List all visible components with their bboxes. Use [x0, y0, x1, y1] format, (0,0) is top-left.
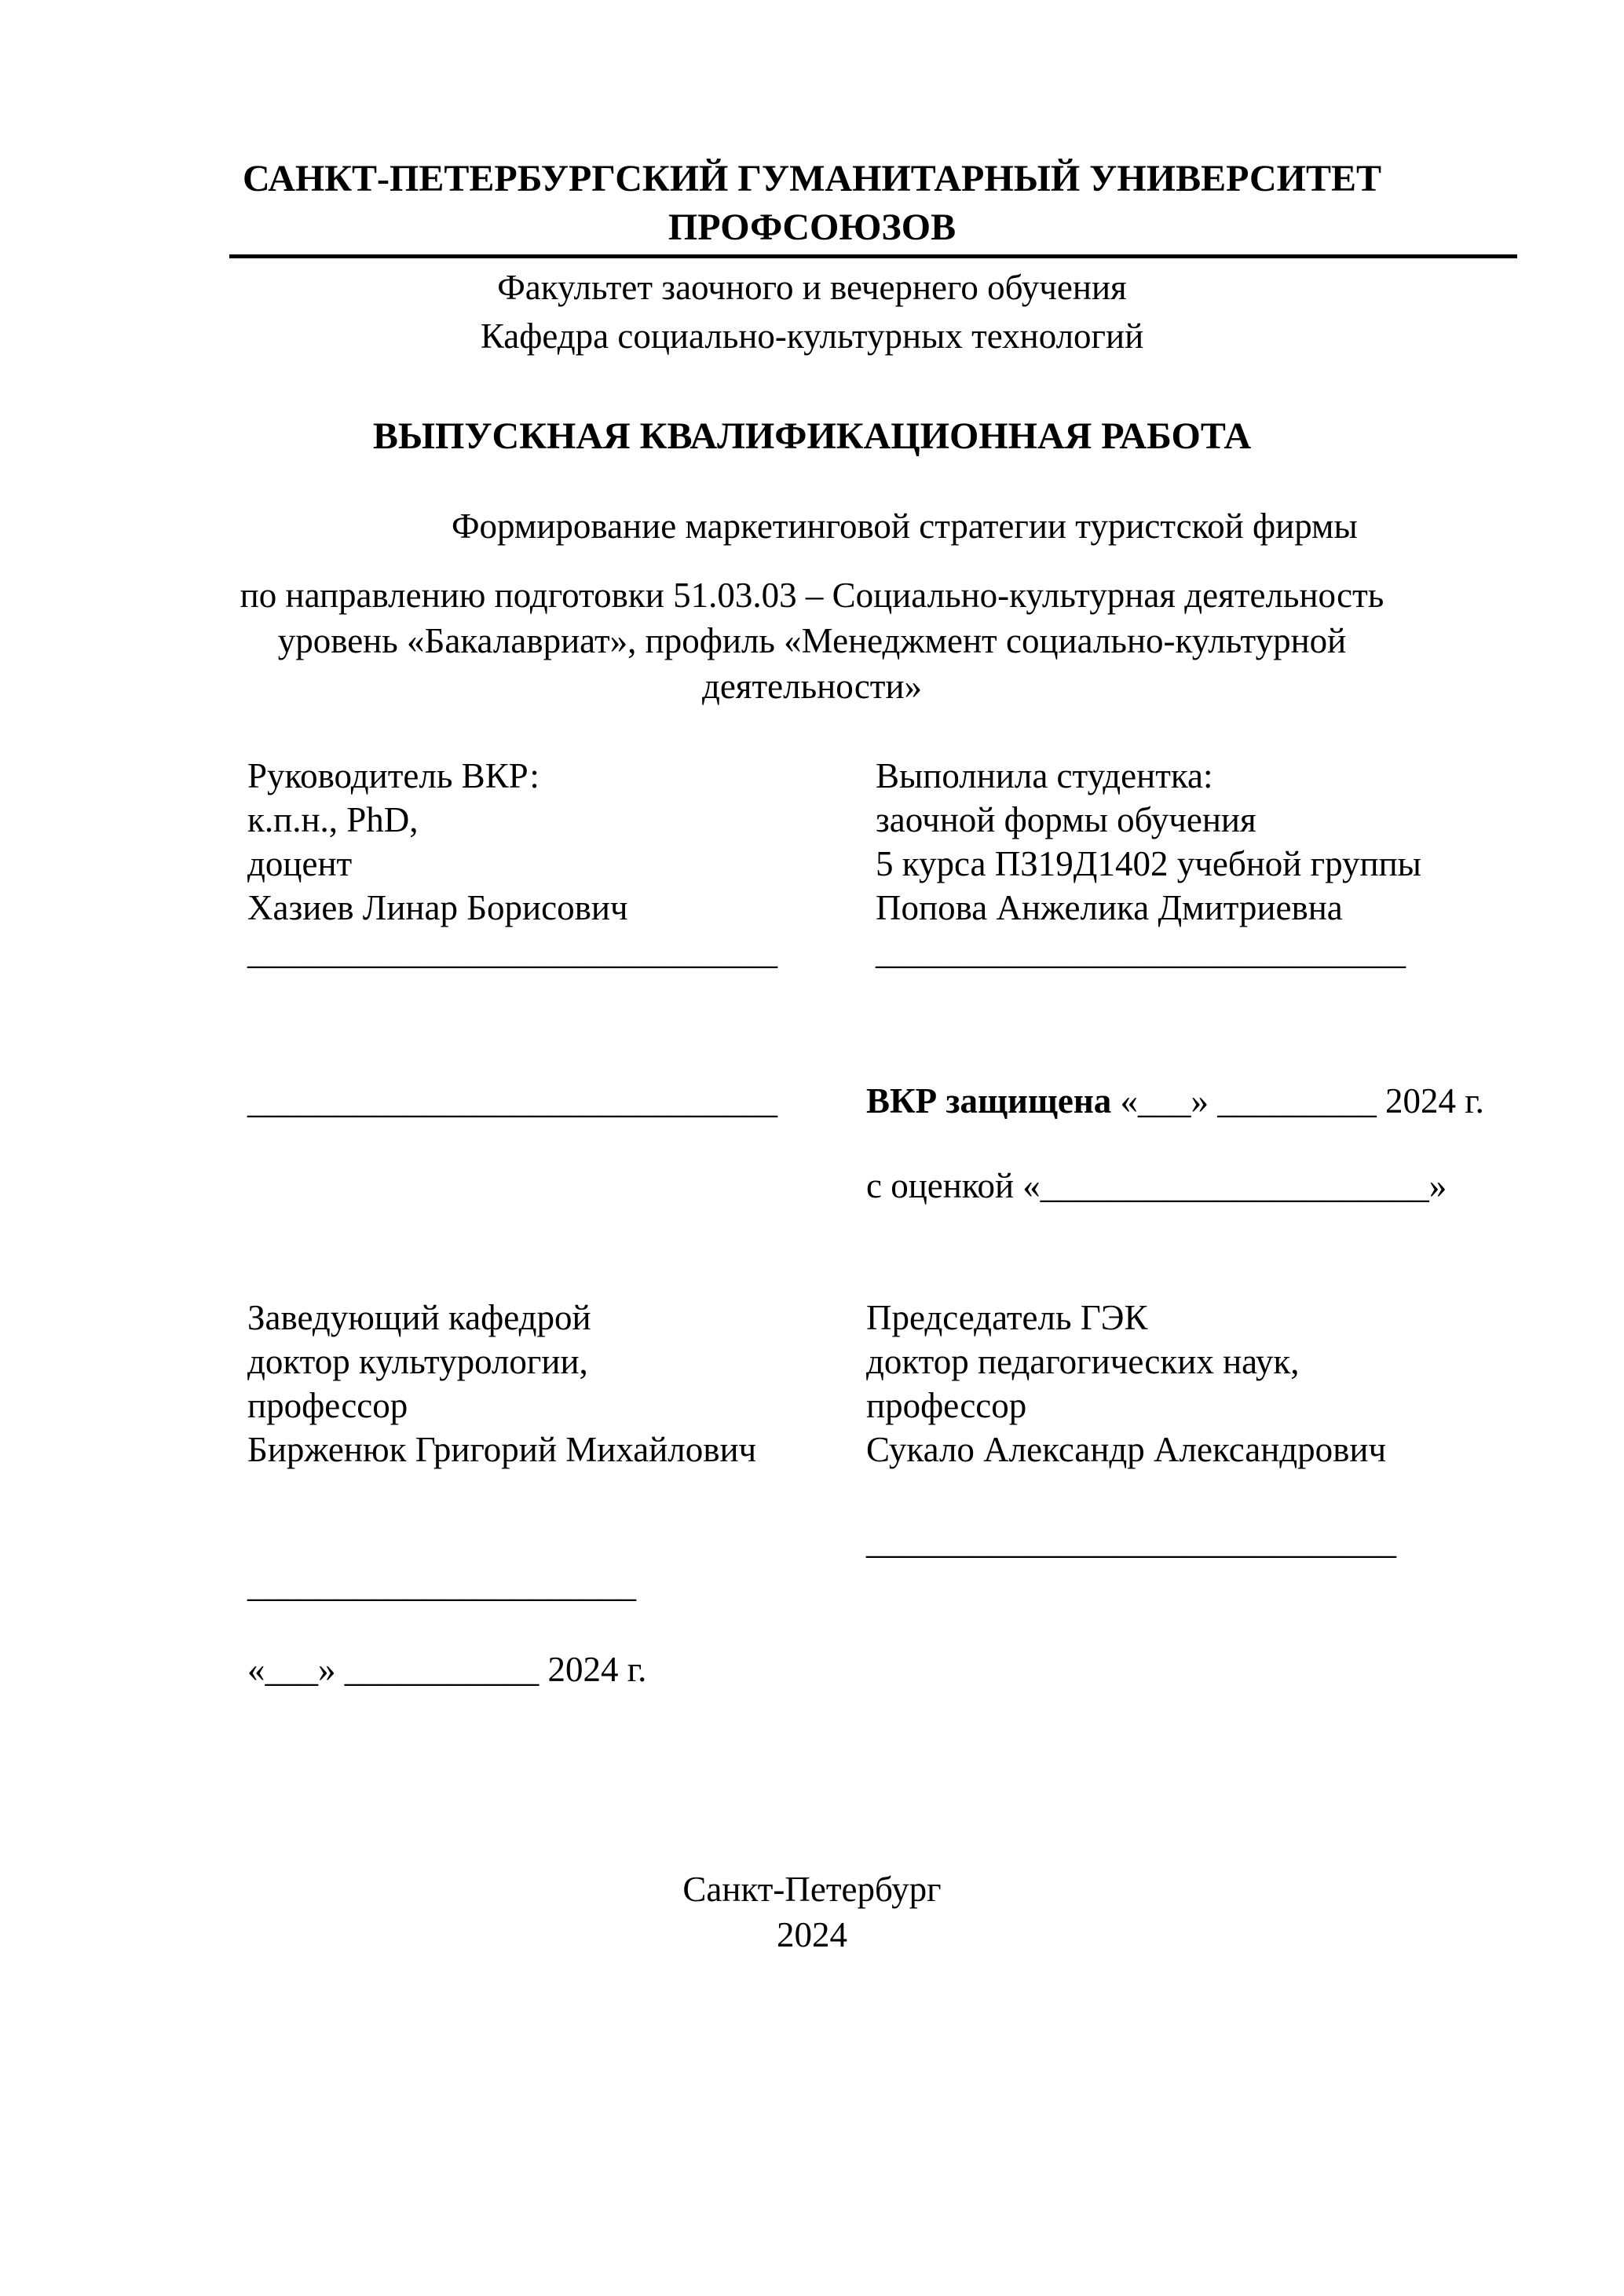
student-label: Выполнила студентка: [876, 756, 1213, 795]
supervisor-title: доцент [247, 844, 353, 883]
supervisor-block [247, 754, 777, 974]
gek-chair-block [866, 1296, 1386, 1472]
defense-label: ВКР защищена [866, 1081, 1112, 1121]
footer-year: 2024 [777, 1915, 847, 1954]
head-degree: доктор культурологии, [247, 1342, 588, 1381]
footer-city: Санкт-Петербург [682, 1870, 942, 1909]
student-name: Попова Анжелика Дмитриевна [876, 888, 1343, 927]
gek-label: Председатель ГЭК [866, 1298, 1148, 1337]
university-name-line1: САНКТ-ПЕТЕРБУРГСКИЙ ГУМАНИТАРНЫЙ УНИВЕРСИТЕТ [242, 158, 1382, 199]
header-divider [229, 254, 1517, 258]
supervisor-degree: к.п.н., PhD, [247, 800, 419, 839]
defense-date-row [866, 1079, 1484, 1123]
gek-title: профессор [866, 1386, 1027, 1425]
direction-line-2: уровень «Бакалавриат», профиль «Менеджмент социально-культурной [277, 621, 1347, 660]
defense-date: «___» _________ 2024 г. [1111, 1081, 1484, 1121]
student-form: заочной формы обучения [876, 800, 1256, 839]
defense-grade: с оценкой «______________________» [866, 1166, 1447, 1205]
direction-line-3: деятельности» [701, 667, 923, 706]
defense-left-signature-line: ______________________________ [247, 1081, 777, 1121]
student-signature-line: ______________________________ [876, 932, 1406, 971]
head-title: профессор [247, 1386, 408, 1425]
supervisor-signature-line: ______________________________ [247, 932, 777, 971]
gek-degree: доктор педагогических наук, [866, 1342, 1300, 1381]
university-name-line2: ПРОФСОЮЗОВ [668, 207, 956, 248]
head-of-department-block [247, 1296, 756, 1472]
direction-line-1: по направлению подготовки 51.03.03 – Социально-культурная деятельность [240, 576, 1384, 615]
head-date: «___» ___________ 2024 г. [247, 1650, 647, 1689]
gek-signature-line: ______________________________ [866, 1522, 1396, 1561]
faculty-name: Факультет заочного и вечернего обучения [497, 268, 1127, 307]
department-name: Кафедра социально-культурных технологий [480, 316, 1144, 356]
student-group: 5 курса ПЗ19Д1402 учебной группы [876, 844, 1421, 883]
head-signature-line: ______________________ [247, 1565, 636, 1604]
head-name: Бирженюк Григорий Михайлович [247, 1430, 757, 1469]
supervisor-name: Хазиев Линар Борисович [247, 888, 628, 927]
gek-name: Сукало Александр Александрович [866, 1430, 1387, 1469]
work-topic: Формирование маркетинговой стратегии туристской фирмы [452, 506, 1358, 546]
supervisor-label: Руководитель ВКР: [247, 756, 540, 795]
head-label: Заведующий кафедрой [247, 1298, 591, 1337]
work-type-title: ВЫПУСКНАЯ КВАЛИФИКАЦИОННАЯ РАБОТА [372, 415, 1252, 457]
student-block [876, 754, 1421, 974]
